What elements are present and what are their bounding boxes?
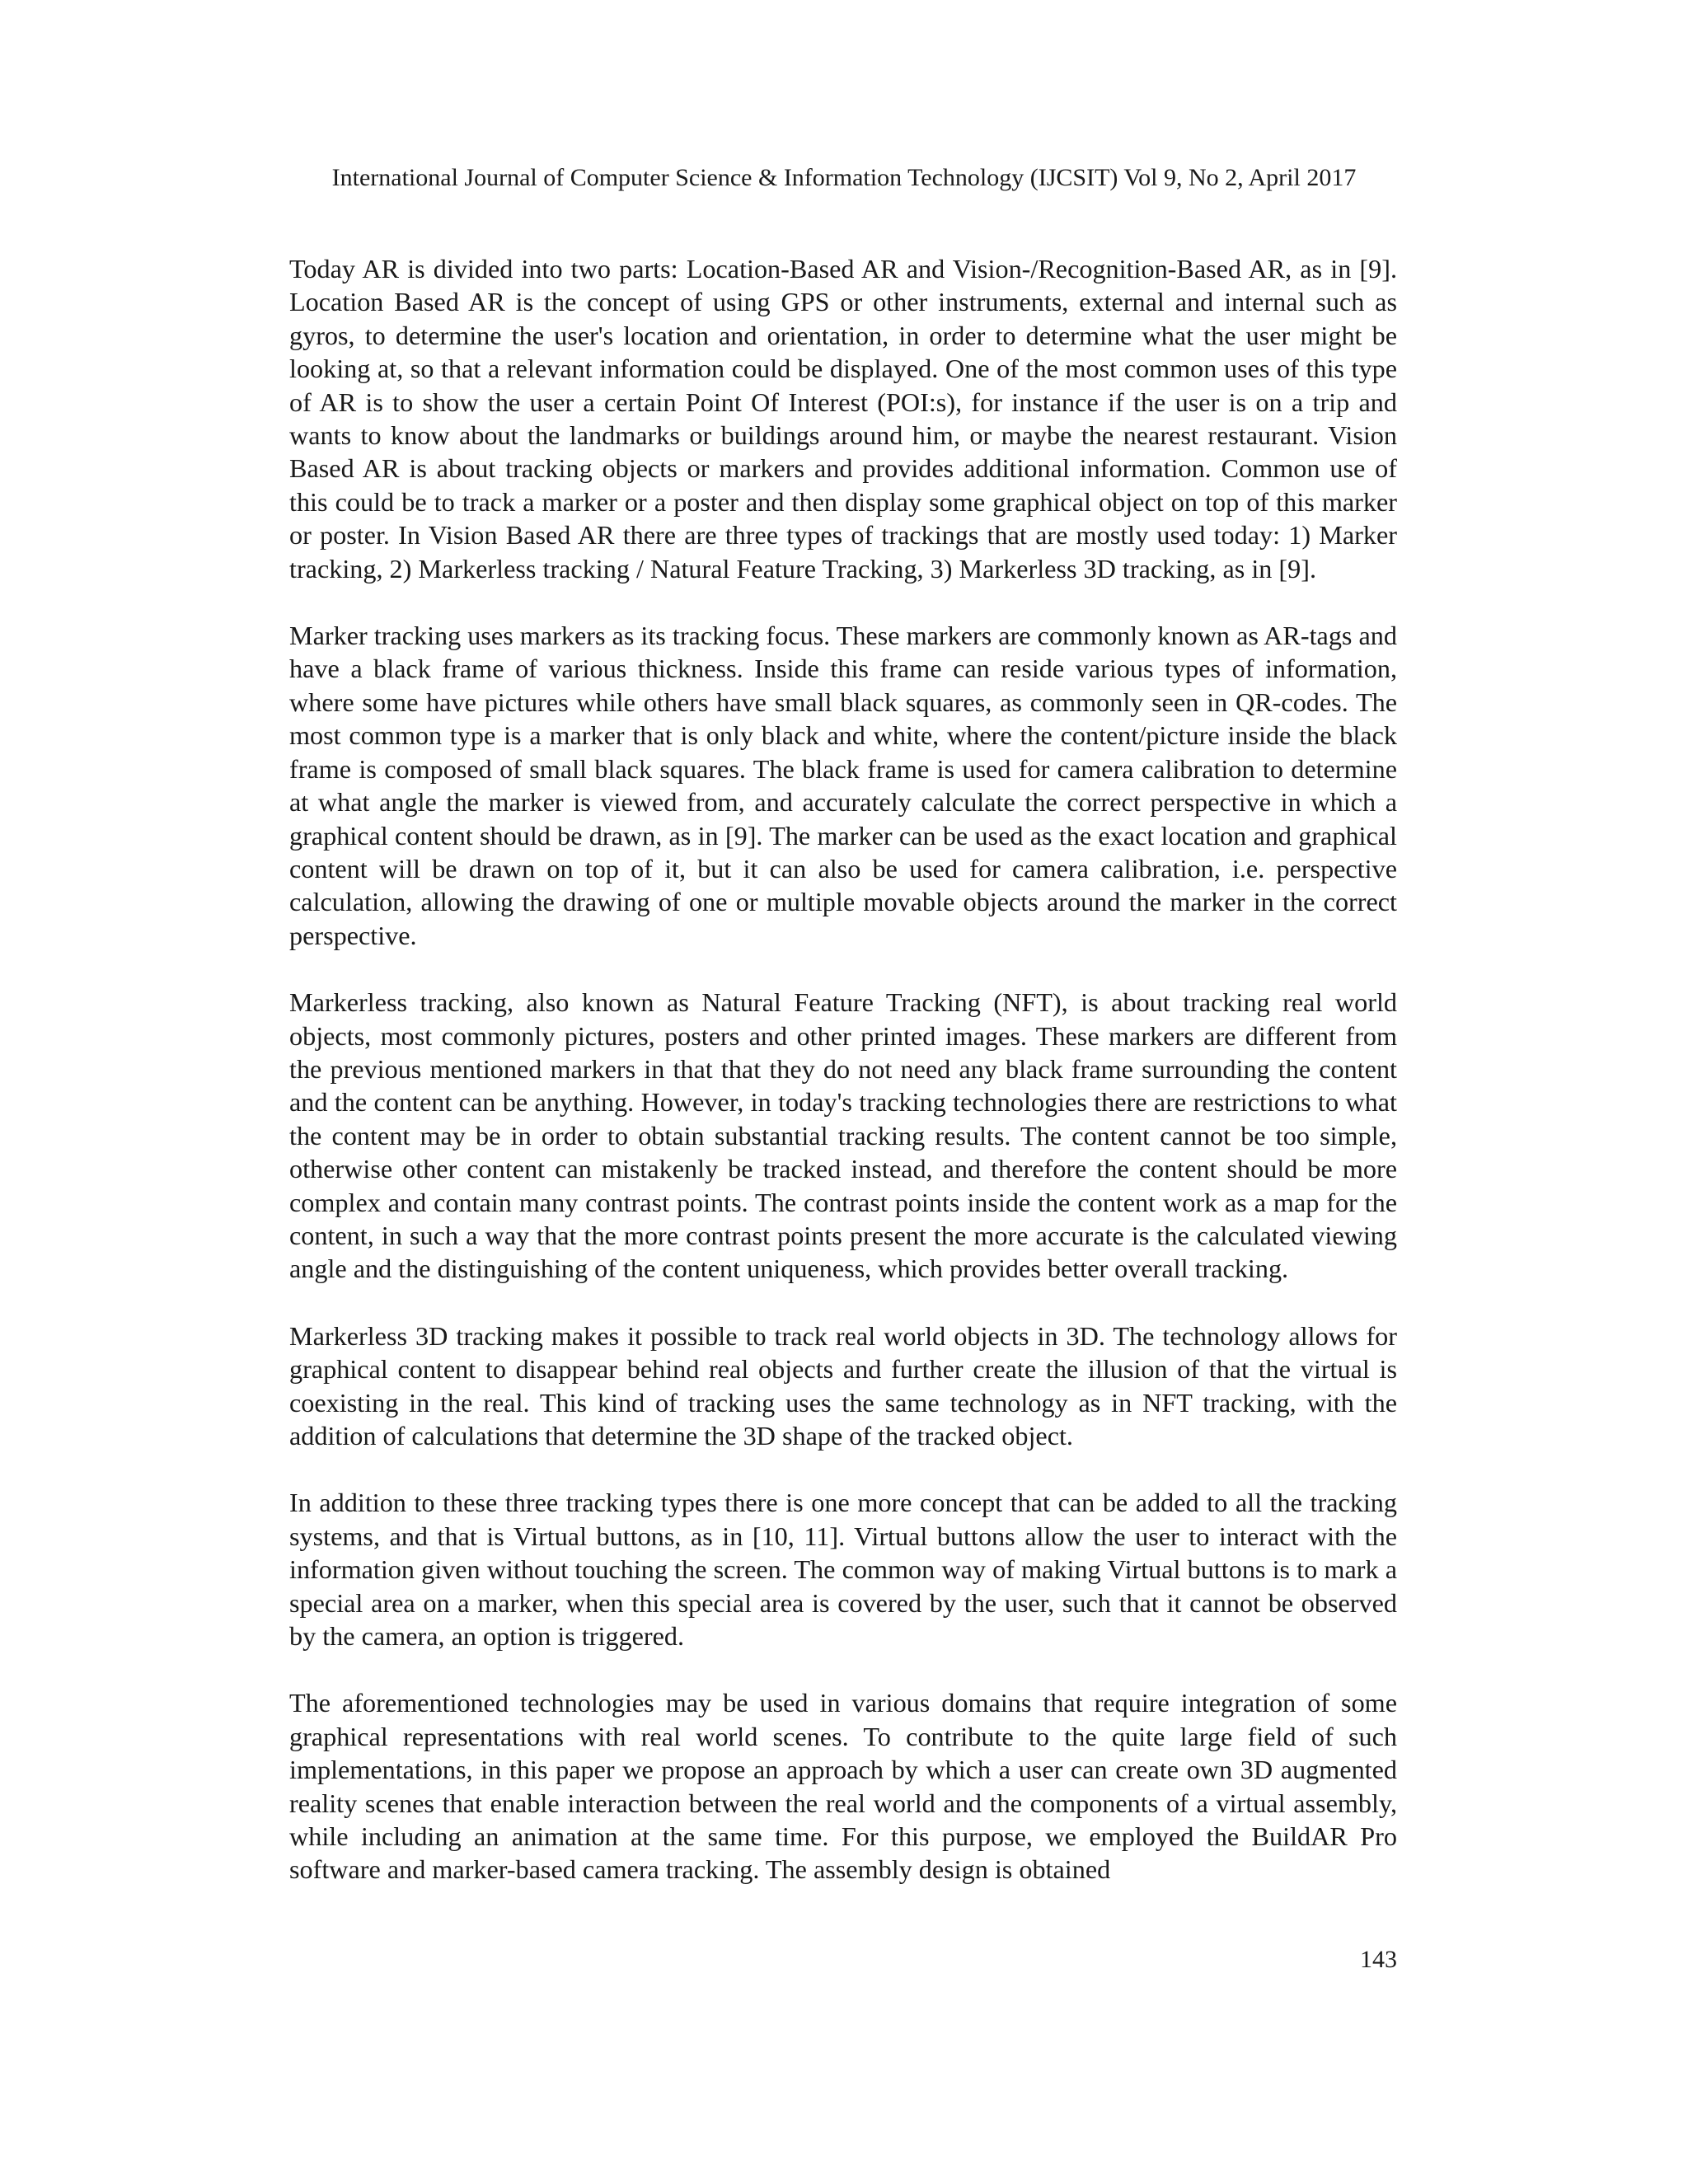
paragraph-marker-tracking: Marker tracking uses markers as its tracking focus. These markers are commonly known as AR-tags and have a black frame of various thickness. Inside this frame can reside various types of information, where some have pictures while others have small black squares, as commonly seen in QR-codes. The most common type is a marker that is only black and white, where the content/picture inside the black frame is composed of small black squares. The black frame is used for camera calibration to determine at what angle the marker is viewed from, and accurately calculate the correct perspective in which a graphical content should be drawn, as in [9]. The marker can be used as the exact location and graphical content will be drawn on top of it, but it can also be used for camera calibration, i.e. perspective calculation, allowing the drawing of one or multiple movable objects around the marker in the correct perspective. [289,621,1397,950]
body-text [289,252,1397,1886]
paragraph-markerless-3d-tracking: Markerless 3D tracking makes it possible to track real world objects in 3D. The technology allows for graphical content to disappear behind real objects and further create the illusion of that the virtual is coexisting in the real. This kind of tracking uses the same technology as in NFT tracking, with the addition of calculations that determine the 3D shape of the tracked object. [289,1320,1397,1451]
paragraph-ar-types: Today AR is divided into two parts: Location-Based AR and Vision-/Recognition-Based AR, as in [9]. Location Based AR is the concept of using GPS or other instruments, external and internal such as gyros, to determine the user's location and orientation, in order to determine what the user might be looking at, so that a relevant information could be displayed. One of the most common uses of this type of AR is to show the user a certain Point Of Interest (POI:s), for instance if the user is on a trip and wants to know about the landmarks or buildings around him, or maybe the nearest restaurant. Vision Based AR is about tracking objects or markers and provides additional information. Common use of this could be to track a marker or a poster and then display some graphical object on top of this marker or poster. In Vision Based AR there are three types of trackings that are mostly used today: 1) Marker tracking, 2) Markerless tracking / Natural Feature Tracking, 3) Markerless 3D tracking, as in [9]. [289,254,1397,583]
page-number: 143 [1360,1946,1397,1973]
running-header: International Journal of Computer Science & Information Technology (IJCSIT) Vol 9, No 2, April 2017 [331,164,1357,191]
paragraph-proposed-approach: The aforementioned technologies may be used in various domains that require integration of some graphical representations with real world scenes. To contribute to the quite large field of such implementations, in this paper we propose an approach by which a user can create own 3D augmented reality scenes that enable interaction between the real world and the components of a virtual assembly, while including an animation at the same time. For this purpose, we employed the BuildAR Pro software and marker-based camera tracking. The assembly design is obtained [289,1688,1397,1885]
paragraph-virtual-buttons: In addition to these three tracking types there is one more concept that can be added to all the tracking systems, and that is Virtual buttons, as in [10, 11]. Virtual buttons allow the user to interact with the information given without touching the screen. The common way of making Virtual buttons is to mark a special area on a marker, when this special area is covered by the user, such that it cannot be observed by the camera, an option is triggered. [289,1488,1397,1652]
paragraph-markerless-tracking: Markerless tracking, also known as Natural Feature Tracking (NFT), is about tracking real world objects, most commonly pictures, posters and other printed images. These markers are different from the previous mentioned markers in that that they do not need any black frame surrounding the content and the content can be anything. However, in today's tracking technologies there are restrictions to what the content may be in order to obtain substantial tracking results. The content cannot be too simple, otherwise other content can mistakenly be tracked instead, and therefore the content should be more complex and contain many contrast points. The contrast points inside the content work as a map for the content, in such a way that the more contrast points present the more accurate is the calculated viewing angle and the distinguishing of the content uniqueness, which provides better overall tracking. [289,987,1397,1284]
